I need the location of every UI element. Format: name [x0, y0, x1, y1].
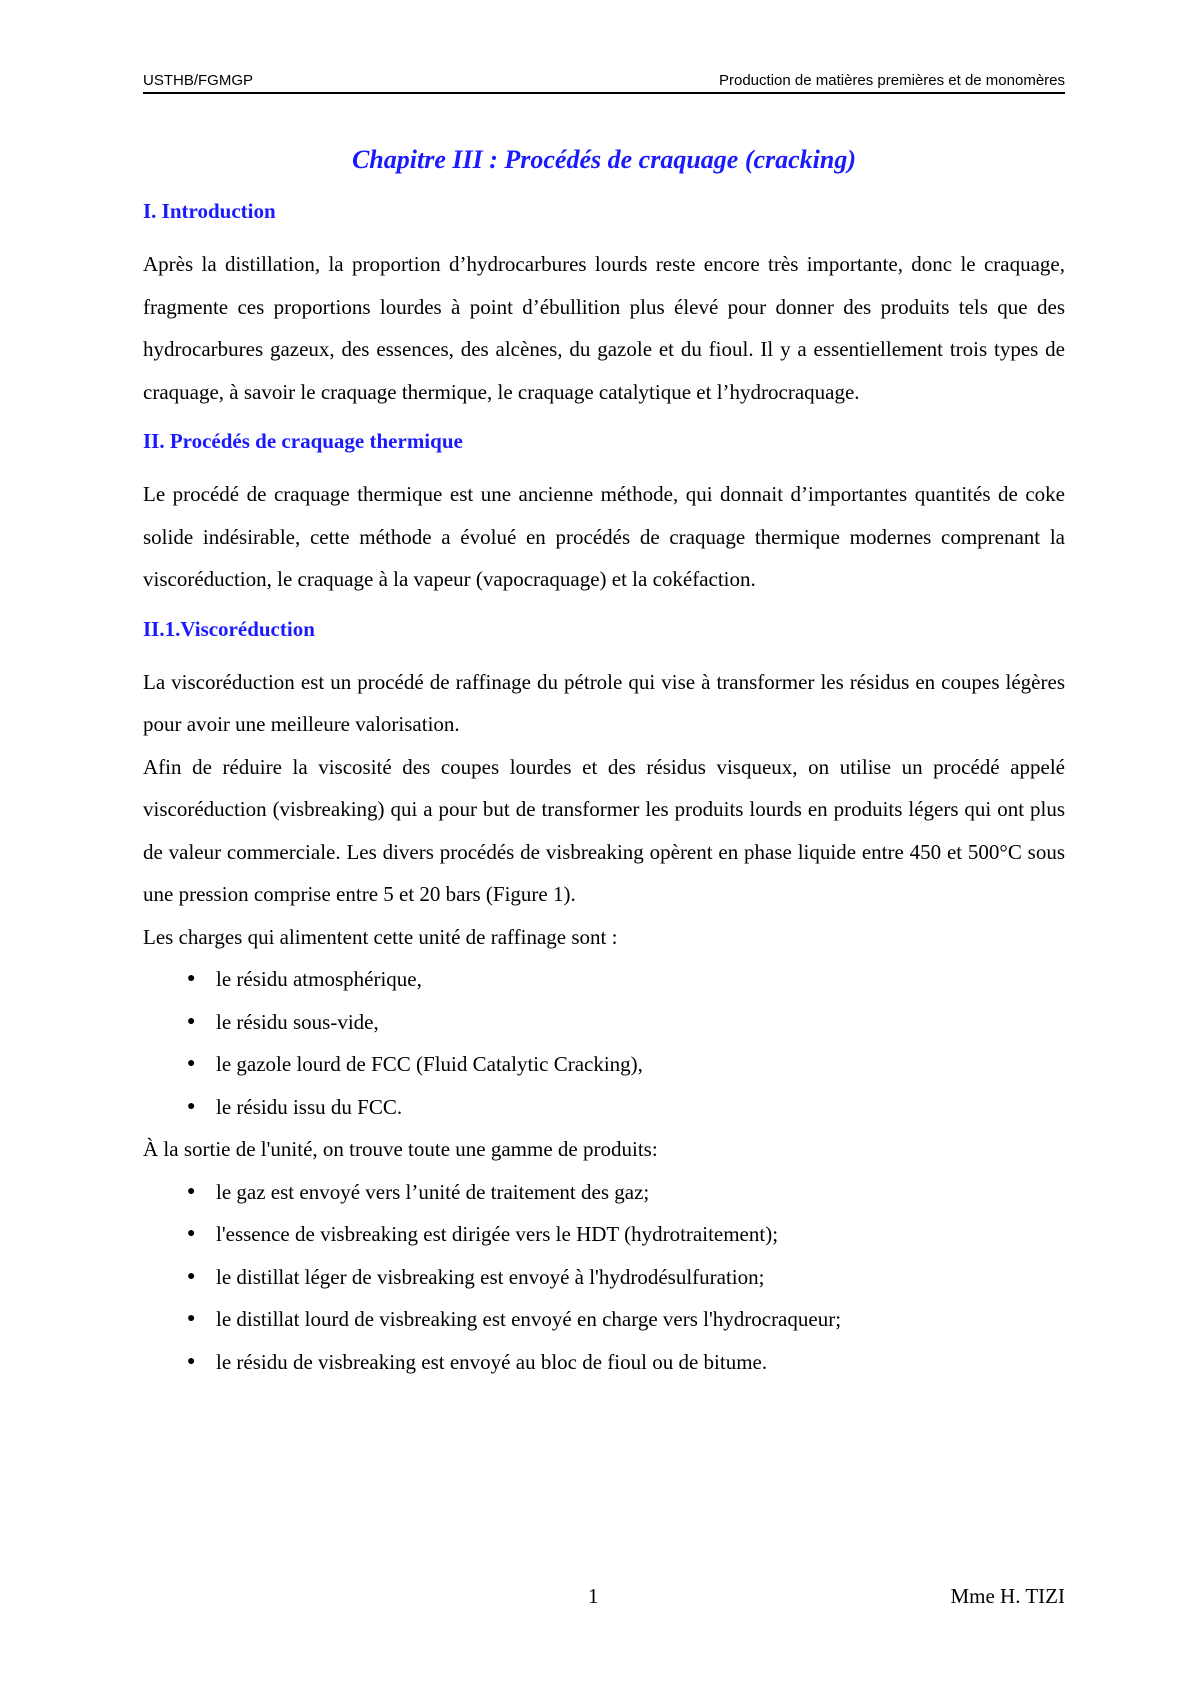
header-right: Production de matières premières et de monomères [719, 72, 1065, 89]
chapter-title: Chapitre III : Procédés de craquage (cracking) [351, 145, 857, 174]
list-item-text: le résidu atmosphérique, [216, 967, 422, 991]
paragraph-thermal-cracking: Le procédé de craquage thermique est une ancienne méthode, qui donnait d’importantes quantités de coke solide indésirable, cette méthode a évolué en procédés de craquage thermique modernes comprenant la viscoréduction, le craquage à la vapeur (vapocraquage) et la cokéfaction. [143, 482, 1065, 591]
author: Mme H. TIZI [950, 1584, 1065, 1608]
paragraph-viscoreduction-2: Afin de réduire la viscosité des coupes lourdes et des résidus visqueux, on utilise un procédé appelé viscoréduction (visbreaking) qui a pour but de transformer les produits lourds en produits légers qui ont plus de valeur commerciale. Les divers procédés de visbreaking opèrent en phase liquide entre 450 et 500°C sous une pression comprise entre 5 et 20 bars (Figure 1). [143, 754, 1065, 906]
bullet-icon: ● [187, 1183, 196, 1199]
list-item [143, 1086, 1065, 1129]
bullet-icon: ● [187, 1353, 196, 1369]
list-item [143, 1001, 1065, 1044]
section-title-viscoreduction: II.1.Viscoréduction [143, 616, 315, 641]
bullet-icon: ● [187, 971, 196, 986]
products-intro: À la sortie de l'unité, on trouve toute une gamme de produits: [143, 1137, 658, 1161]
list-item-text: le gaz est envoyé vers l’unité de traitement des gaz; [216, 1179, 650, 1204]
list-item [143, 1213, 1065, 1256]
paragraph-introduction: Après la distillation, la proportion d’hydrocarbures lourds reste encore très importante, donc le craquage, fragmente ces proportions lourdes à point d’ébullition plus élevé pour donner des produits tels que des hydrocarbures gazeux, des essences, des alcènes, du gazole et du fioul. Il y a essentiellement trois types de craquage, à savoir le craquage thermique, le craquage catalytique et l’hydrocraquage. [143, 252, 1065, 404]
list-item [143, 1256, 1065, 1299]
list-item [143, 1341, 1065, 1384]
list-item [143, 1298, 1065, 1341]
list-item-text: le résidu sous-vide, [216, 1009, 379, 1034]
list-item [143, 958, 1065, 1001]
list-item [143, 1043, 1065, 1086]
section-title-thermal-cracking: II. Procédés de craquage thermique [143, 429, 463, 453]
list-item [143, 1171, 1065, 1214]
list-item-text: le gazole lourd de FCC (Fluid Catalytic Cracking), [216, 1052, 643, 1076]
products-list [143, 1171, 1065, 1384]
bullet-icon: ● [187, 1268, 196, 1284]
document-body [143, 142, 1065, 1383]
list-item-text: le distillat léger de visbreaking est envoyé à l'hydrodésulfuration; [216, 1264, 765, 1289]
header-left: USTHB/FGMGP [143, 72, 254, 89]
bullet-icon: ● [187, 1056, 196, 1071]
bullet-icon: ● [187, 1013, 196, 1029]
list-item-text: le résidu issu du FCC. [216, 1094, 403, 1119]
bullet-icon: ● [187, 1098, 196, 1114]
charges-list [143, 958, 1065, 1128]
list-item-text: le résidu de visbreaking est envoyé au bloc de fioul ou de bitume. [216, 1349, 768, 1374]
bullet-icon: ● [187, 1226, 196, 1241]
charges-intro: Les charges qui alimentent cette unité de raffinage sont : [143, 924, 618, 949]
bullet-icon: ● [187, 1311, 196, 1326]
page-number: 1 [588, 1584, 599, 1608]
section-title-introduction: I. Introduction [143, 199, 276, 223]
list-item-text: le distillat lourd de visbreaking est envoyé en charge vers l'hydrocraqueur; [216, 1307, 842, 1331]
list-item-text: l'essence de visbreaking est dirigée vers le HDT (hydrotraitement); [216, 1222, 779, 1246]
page-header [143, 70, 1065, 94]
paragraph-viscoreduction-1: La viscoréduction est un procédé de raffinage du pétrole qui vise à transformer les résidus en coupes légères pour avoir une meilleure valorisation. [143, 669, 1065, 736]
